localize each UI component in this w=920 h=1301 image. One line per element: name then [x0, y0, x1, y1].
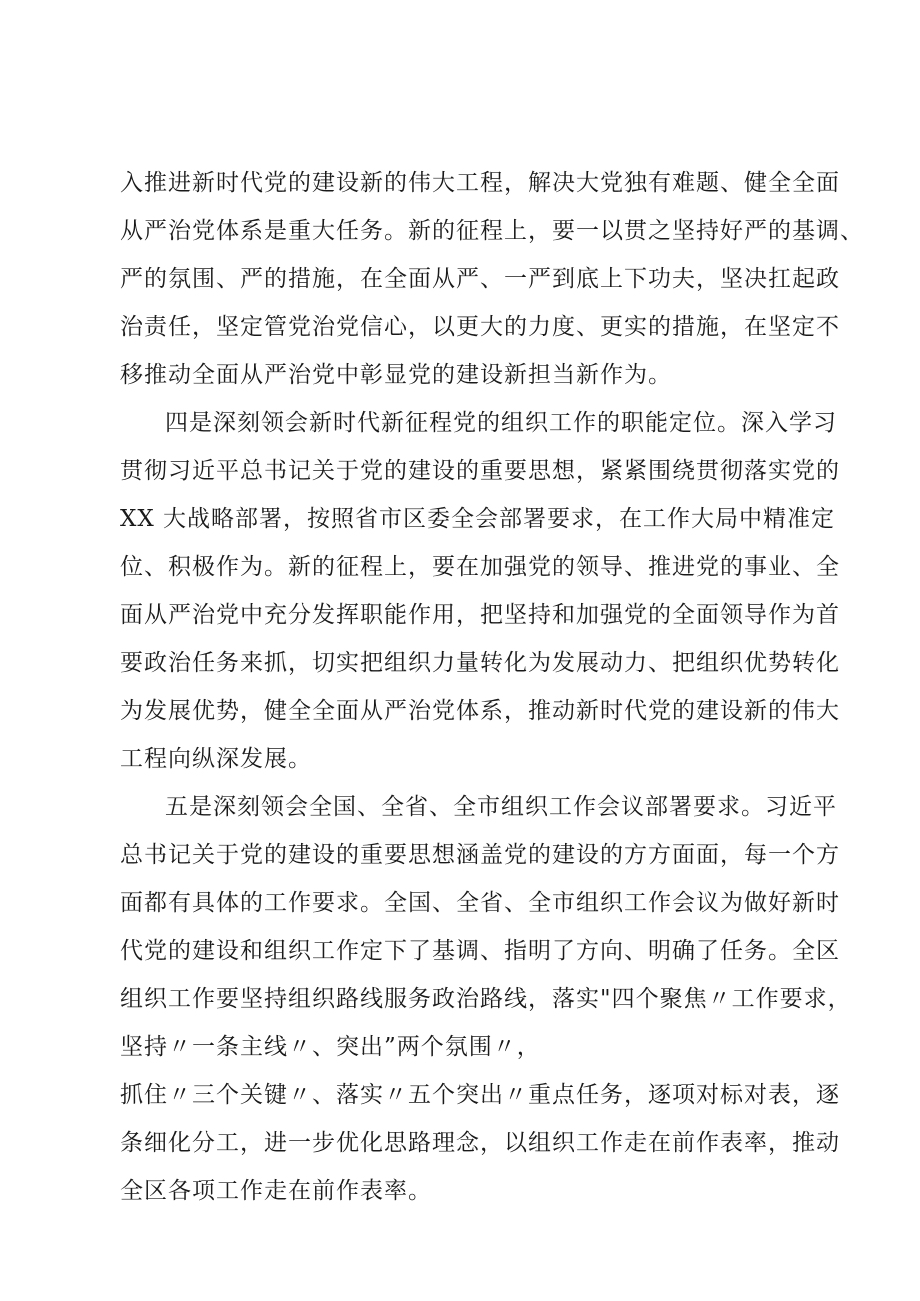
text-line: 入推进新时代党的建设新的伟大工程，解决大党独有难题、健全全面	[120, 170, 840, 196]
paragraph-4-first-line: 四是深刻领会新时代新征程党的组织工作的职能定位。深入学习	[165, 410, 837, 436]
text-line: 严的氛围、严的措施，在全面从严、一严到底上下功夫，坚决扛起政	[120, 266, 840, 292]
text-line: 从严治党体系是重大任务。新的征程上，要一以贯之坚持好严的基调、	[120, 218, 864, 244]
text-line: 面都有具体的工作要求。全国、全省、全市组织工作会议为做好新时	[120, 890, 840, 916]
text-line: 移推动全面从严治党中彰显党的建设新担当新作为。	[120, 362, 672, 388]
text-line: 为发展优势，健全全面从严治党体系，推动新时代党的建设新的伟大	[120, 698, 840, 724]
text-line: 全区各项工作走在前作表率。	[120, 1178, 432, 1204]
text-line: 代党的建设和组织工作定下了基调、指明了方向、明确了任务。全区	[120, 938, 840, 964]
text-line: 坚持〃一条主线〃、突出”两个氛围〃，	[120, 1034, 541, 1060]
text-line: 要政治任务来抓，切实把组织力量转化为发展动力、把组织优势转化	[120, 650, 840, 676]
text-line: 治责任，坚定管党治党信心，以更大的力度、更实的措施，在坚定不	[120, 314, 840, 340]
text-line: 位、积极作为。新的征程上，要在加强党的领导、推进党的事业、全	[120, 554, 840, 580]
text-line: 总书记关于党的建设的重要思想涵盖党的建设的方方面面，每一个方	[120, 842, 840, 868]
text-line: 组织工作要坚持组织路线服务政治路线，落实"四个聚焦〃工作要求，	[120, 986, 852, 1012]
text-line: 贯彻习近平总书记关于党的建设的重要思想，紧紧围绕贯彻落实党的	[120, 458, 840, 484]
text-line: 抓住〃三个关键〃、落实〃五个突出〃重点任务，逐项对标对表，逐	[120, 1082, 840, 1108]
text-line: 工程向纵深发展。	[120, 746, 312, 772]
paragraph-5-first-line: 五是深刻领会全国、全省、全市组织工作会议部署要求。习近平	[165, 794, 837, 820]
text-line: XX 大战略部署，按照省市区委全会部署要求，在工作大局中精准定	[120, 506, 836, 532]
text-line: 条细化分工，进一步优化思路理念，以组织工作走在前作表率，推动	[120, 1130, 840, 1156]
text-line: 面从严治党中充分发挥职能作用，把坚持和加强党的全面领导作为首	[120, 602, 840, 628]
